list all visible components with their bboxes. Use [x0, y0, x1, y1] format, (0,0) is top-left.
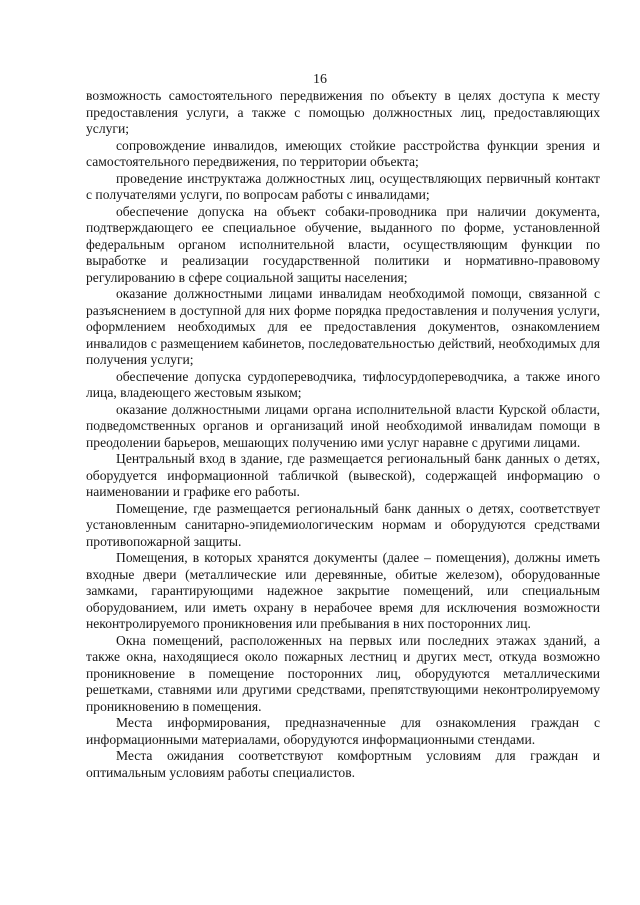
paragraph: Места информирования, предназначенные для ознакомления граждан с информационными материалами, оборудуются информационными стендами. — [86, 715, 600, 747]
paragraph: Места ожидания соответствуют комфортным условиям для граждан и оптимальным условиям работы специалистов. — [86, 748, 600, 780]
page-number: 16 — [313, 72, 327, 87]
paragraph: Помещение, где размещается региональный банк данных о детях, соответствует установленным санитарно-эпидемиологическим нормам и оборудуются средствами противопожарной защиты. — [86, 500, 600, 549]
paragraph: обеспечение допуска на объект собаки-проводника при наличии документа, подтверждающего ее специальное обучение, выданного по форме, установленной федеральным органом исполнительной власти, осуществляющим функции по выработке и реализации государственной политики и нормативно-правовому регулированию в сфере социальной защиты населения; — [86, 203, 600, 285]
paragraph: возможность самостоятельного передвижения по объекту в целях доступа к месту предоставления услуги, а также с помощью должностных лиц, предоставляющих услуги; — [86, 88, 600, 136]
paragraph: проведение инструктажа должностных лиц, осуществляющих первичный контакт с получателями услуги, по вопросам работы с инвалидами; — [86, 170, 600, 202]
paragraph: Помещения, в которых хранятся документы (далее – помещения), должны иметь входные двери (металлические или деревянные, обитые железом), оборудованные замками, гарантирующими надежное закрытие помещений, или специальным оборудованием, или иметь охрану в нерабочее время для исключения возможности неконтролируемого проникновения или пребывания в них посторонних лиц. — [86, 550, 600, 631]
paragraph: сопровождение инвалидов, имеющих стойкие расстройства функции зрения и самостоятельного передвижения, по территории объекта; — [86, 137, 600, 169]
paragraph: Центральный вход в здание, где размещается региональный банк данных о детях, оборудуется информационной табличкой (вывеской), содержащей информацию о наименовании и графике его работы. — [86, 451, 600, 499]
paragraph: оказание должностными лицами органа исполнительной власти Курской области, подведомственных органов и организаций иной необходимой инвалидам помощи в преодолении барьеров, мешающих получению ими услуг наравне с другими лицами. — [86, 401, 600, 450]
document-body — [86, 88, 600, 781]
paragraph: оказание должностными лицами инвалидам необходимой помощи, связанной с разъяснением в доступной для них форме порядка предоставления и получения услуги, оформлением необходимых для ее предоставления документов, ознакомлением инвалидов с размещением кабинетов, последовательностью действий, необходимых для получения услуги; — [86, 286, 600, 367]
paragraph: обеспечение допуска сурдопереводчика, тифлосурдопереводчика, а также иного лица, владеющего жестовым языком; — [86, 368, 600, 400]
paragraph: Окна помещений, расположенных на первых или последних этажах зданий, а также окна, находящиеся около пожарных лестниц и других мест, откуда возможно проникновение в помещение посторонних лиц, оборудуются металлическими решетками, ставнями или другими средствами, препятствующими неконтролируемому проникновению в помещения. — [86, 632, 600, 714]
